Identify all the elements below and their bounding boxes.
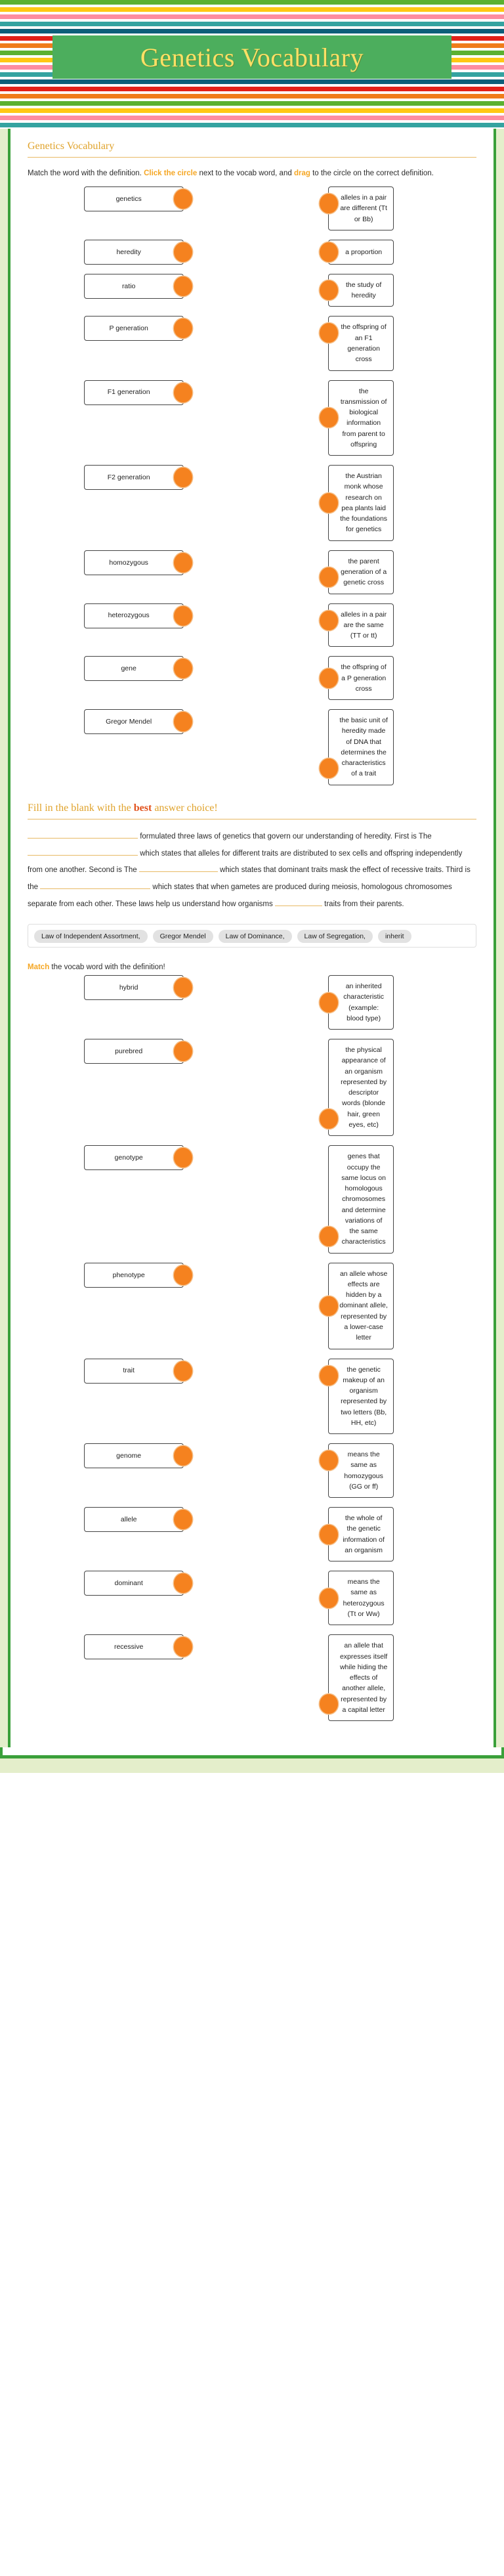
definition-card[interactable]	[328, 1634, 394, 1721]
vocab-term-card[interactable]	[84, 1507, 184, 1532]
definition-card[interactable]	[328, 603, 394, 647]
vocab-term-card[interactable]	[84, 1039, 184, 1064]
connector-dot-icon[interactable]	[174, 189, 192, 209]
worksheet-title: Genetics Vocabulary	[140, 42, 364, 72]
definition-label: the parent generation of a genetic cross	[341, 557, 387, 587]
match-definition-column	[243, 1443, 476, 1498]
connector-dot-icon[interactable]	[320, 408, 338, 427]
paragraph-text-1: formulated three laws of genetics that govern our understanding of heredity. First is The	[138, 832, 432, 840]
word-bank-chip[interactable]: Law of Independent Assortment,	[34, 930, 148, 943]
definition-label: the offspring of an F1 generation cross	[341, 323, 387, 364]
connector-dot-icon[interactable]	[174, 1265, 192, 1285]
connector-dot-icon[interactable]	[174, 659, 192, 678]
match-term-column	[28, 465, 243, 490]
word-bank-chip[interactable]: inherit	[378, 930, 411, 943]
definition-card[interactable]	[328, 1145, 394, 1253]
match-definition-column	[243, 1359, 476, 1435]
match-term-column	[28, 603, 243, 628]
connector-dot-icon[interactable]	[174, 978, 192, 997]
definition-label: the Austrian monk whose research on pea plants laid the foundations for genetics	[340, 472, 388, 534]
paragraph-text-3: which states that dominant traits mask the effect of recessive traits. Third is the	[28, 866, 471, 892]
connector-dot-icon[interactable]	[320, 1694, 338, 1714]
vocab-term-label: allele	[120, 1516, 137, 1524]
paragraph-text-4: which states that when gametes are produced during meiosis, homologous chromosomes separate from each other. These laws help us understand how organisms	[28, 883, 452, 909]
definition-card[interactable]	[328, 1359, 394, 1435]
match-row	[28, 656, 476, 700]
vocab-term-card[interactable]	[84, 975, 184, 1000]
match-definition-column	[243, 186, 476, 230]
match-term-column	[28, 1145, 243, 1170]
instructions-text-3: to the circle on the correct definition.	[310, 169, 434, 177]
definition-card[interactable]	[328, 274, 394, 307]
paragraph-text-5: traits from their parents.	[322, 900, 404, 909]
sheet-footer	[0, 1747, 504, 1755]
definition-label: the genetic makeup of an organism represented by two letters (Bb, HH, etc)	[341, 1365, 387, 1427]
match-row	[28, 975, 476, 1030]
connector-dot-icon[interactable]	[174, 606, 192, 626]
word-bank-chip[interactable]: Law of Segregation,	[297, 930, 373, 943]
definition-label: genes that occupy the same locus on homologous chromosomes and determine variations of the same characteristics	[341, 1152, 386, 1246]
match-definition-column	[243, 1571, 476, 1625]
connector-dot-icon[interactable]	[320, 1366, 338, 1386]
vocab-term-label: homozygous	[109, 558, 148, 567]
connector-dot-icon[interactable]	[320, 1451, 338, 1470]
definition-card[interactable]	[328, 240, 394, 265]
match-definition-column	[243, 975, 476, 1030]
vocab-term-label: ratio	[121, 282, 136, 290]
vocab-term-card[interactable]	[84, 186, 184, 211]
match-term-column	[28, 380, 243, 405]
section3-heading-highlight: Match	[28, 963, 50, 972]
bottom-padding	[0, 1758, 504, 1773]
match-row	[28, 1443, 476, 1498]
decorative-banner	[0, 0, 504, 129]
match-term-column	[28, 274, 243, 299]
word-bank-chip[interactable]: Law of Dominance,	[219, 930, 292, 943]
match-row	[28, 465, 476, 541]
connector-dot-icon[interactable]	[174, 242, 192, 262]
vocab-term-card[interactable]	[84, 1571, 184, 1596]
match-definition-column	[243, 1145, 476, 1253]
connector-dot-icon[interactable]	[174, 553, 192, 573]
match-row	[28, 603, 476, 647]
connector-dot-icon[interactable]	[320, 280, 338, 300]
section2-heading-highlight: best	[133, 802, 152, 814]
definition-card[interactable]	[328, 709, 394, 785]
connector-dot-icon[interactable]	[174, 1041, 192, 1061]
instructions-text-2: next to the vocab word, and	[197, 169, 294, 177]
vocab-term-card[interactable]	[84, 274, 184, 299]
match-term-column	[28, 1263, 243, 1288]
fill-in-blank-paragraph	[28, 829, 476, 913]
match-row	[28, 1039, 476, 1136]
connector-dot-icon[interactable]	[320, 611, 338, 630]
section1-heading: Genetics Vocabulary	[28, 141, 115, 152]
connector-dot-icon[interactable]	[320, 1296, 338, 1316]
definition-label: alleles in a pair are the same (TT or tt)	[341, 610, 387, 640]
section2-heading-before: Fill in the blank with the	[28, 802, 134, 814]
match-row	[28, 1359, 476, 1435]
vocab-term-label: F2 generation	[107, 473, 150, 481]
page-background	[0, 129, 504, 1747]
match-term-column	[28, 316, 243, 341]
word-bank-chip[interactable]: Gregor Mendel	[153, 930, 213, 943]
definition-label: an allele that expresses itself while hiding the effects of another allele, represented by a capital letter	[339, 1642, 388, 1714]
vocab-term-label: phenotype	[112, 1271, 145, 1279]
connector-dot-icon[interactable]	[174, 1510, 192, 1529]
definition-card[interactable]	[328, 550, 394, 594]
match-row	[28, 550, 476, 594]
match-term-column	[28, 1507, 243, 1532]
match-row	[28, 380, 476, 456]
match-definition-column	[243, 603, 476, 647]
definition-card[interactable]	[328, 1571, 394, 1625]
vocab-term-label: purebred	[115, 1047, 143, 1055]
vocab-term-card[interactable]	[84, 1263, 184, 1288]
match-definition-column	[243, 709, 476, 785]
section1-instructions	[28, 167, 476, 180]
match-row	[28, 709, 476, 785]
match-definition-column	[243, 316, 476, 370]
definition-card[interactable]	[328, 656, 394, 700]
vocab-term-label: heredity	[116, 248, 141, 256]
instructions-highlight-drag: drag	[293, 169, 310, 177]
section2-heading-after: answer choice!	[152, 802, 218, 814]
vocab-term-card[interactable]	[84, 1443, 184, 1468]
definition-card[interactable]	[328, 316, 394, 370]
connector-dot-icon[interactable]	[320, 567, 338, 587]
match-definition-column	[243, 1263, 476, 1349]
definition-card[interactable]	[328, 1507, 394, 1561]
definition-label: the study of heredity	[345, 280, 382, 300]
vocab-term-label: gene	[121, 665, 136, 673]
vocab-term-card[interactable]	[84, 1359, 184, 1384]
connector-dot-icon[interactable]	[174, 468, 192, 487]
definition-label: an inherited characteristic (example: blood type)	[343, 982, 385, 1022]
definition-card[interactable]	[328, 186, 394, 230]
match-definition-column	[243, 380, 476, 456]
connector-dot-icon[interactable]	[320, 323, 338, 343]
worksheet-sheet	[8, 129, 496, 1747]
connector-dot-icon[interactable]	[320, 194, 338, 213]
connector-dot-icon[interactable]	[320, 993, 338, 1013]
instructions-text-1: Match the word with the definition.	[28, 169, 142, 177]
definition-label: the transmission of biological information from parent to offspring	[340, 387, 387, 448]
match-term-column	[28, 1359, 243, 1384]
definition-card[interactable]	[328, 465, 394, 541]
blank-input-4[interactable]	[40, 879, 150, 889]
definition-card[interactable]	[328, 975, 394, 1030]
connector-dot-icon[interactable]	[174, 1361, 192, 1381]
blank-input-2[interactable]	[28, 846, 138, 856]
connector-dot-icon[interactable]	[174, 276, 192, 296]
vocab-term-label: recessive	[114, 1643, 144, 1651]
connector-dot-icon[interactable]	[174, 383, 192, 403]
connector-dot-icon[interactable]	[174, 1446, 192, 1466]
definition-card[interactable]	[328, 1263, 394, 1349]
connector-dot-icon[interactable]	[174, 1148, 192, 1168]
definition-label: the offspring of a P generation cross	[341, 663, 387, 693]
vocab-term-card[interactable]	[84, 240, 184, 265]
definition-label: an allele whose effects are hidden by a dominant allele, represented by a lower-case letter	[339, 1269, 388, 1342]
match-term-column	[28, 975, 243, 1000]
match-term-column	[28, 1039, 243, 1064]
blank-input-3[interactable]	[139, 862, 218, 872]
section-fill-in-the-blank	[28, 802, 476, 948]
definition-label: the basic unit of heredity made of DNA that determines the characteristics of a trait	[339, 716, 388, 778]
blank-input-5[interactable]	[275, 896, 322, 906]
vocab-term-card[interactable]	[84, 465, 184, 490]
section2-heading	[28, 802, 476, 819]
connector-dot-icon[interactable]	[174, 1637, 192, 1657]
vocab-term-label: hybrid	[119, 983, 138, 992]
match-term-column	[28, 709, 243, 734]
connector-dot-icon[interactable]	[320, 1588, 338, 1608]
match-term-column	[28, 1634, 243, 1659]
match-term-column	[28, 186, 243, 211]
match-term-column	[28, 1571, 243, 1596]
vocab-term-card[interactable]	[84, 1145, 184, 1170]
match-row	[28, 1507, 476, 1561]
match-definition-column	[243, 1507, 476, 1561]
match-row	[28, 316, 476, 370]
match-row	[28, 1571, 476, 1625]
connector-dot-icon[interactable]	[320, 1227, 338, 1246]
vocab-term-label: dominant	[114, 1579, 143, 1588]
connector-dot-icon[interactable]	[320, 1525, 338, 1544]
paragraph-text-2: which states that alleles for different traits are distributed to sex cells and offspring independently from one another. Second is The	[28, 849, 463, 875]
match-term-column	[28, 656, 243, 681]
match-row	[28, 1634, 476, 1721]
vocab-term-label: P generation	[109, 324, 148, 333]
section3-heading	[28, 963, 476, 971]
connector-dot-icon[interactable]	[320, 758, 338, 778]
definition-card[interactable]	[328, 1039, 394, 1136]
vocab-term-card[interactable]	[84, 1634, 184, 1659]
match-row	[28, 186, 476, 230]
definition-label: the whole of the genetic information of an organism	[343, 1514, 385, 1554]
section-genetics-vocabulary	[28, 141, 476, 785]
definition-label: means the same as homozygous (GG or ff)	[344, 1451, 383, 1491]
match-term-column	[28, 240, 243, 265]
definition-card[interactable]	[328, 380, 394, 456]
match-definition-column	[243, 1039, 476, 1136]
vocab-term-label: heterozygous	[108, 611, 150, 620]
connector-dot-icon[interactable]	[174, 712, 192, 731]
definition-label: a proportion	[345, 248, 383, 256]
section1-divider	[28, 157, 476, 158]
match-row	[28, 1145, 476, 1253]
instructions-highlight-click: Click the circle	[144, 169, 198, 177]
blank-input-1[interactable]	[28, 829, 138, 839]
match-definition-column	[243, 274, 476, 307]
vocab-term-label: Gregor Mendel	[106, 717, 152, 726]
connector-dot-icon[interactable]	[174, 1573, 192, 1593]
connector-dot-icon[interactable]	[320, 242, 338, 262]
match-row	[28, 240, 476, 265]
vocab-term-label: trait	[123, 1366, 135, 1375]
definition-label: alleles in a pair are different (Tt or Bb)	[340, 194, 387, 223]
match-row	[28, 1263, 476, 1349]
definition-label: means the same as heterozygous (Tt or Ww)	[343, 1578, 385, 1619]
matching-list-1	[28, 186, 476, 785]
vocab-term-card[interactable]	[84, 380, 184, 405]
connector-dot-icon[interactable]	[320, 668, 338, 688]
vocab-term-label: genome	[116, 1451, 142, 1460]
match-term-column	[28, 1443, 243, 1468]
section3-heading-rest: the vocab word with the definition!	[49, 963, 165, 972]
vocab-term-card[interactable]	[84, 603, 184, 628]
vocab-term-label: genetics	[116, 194, 142, 203]
connector-dot-icon[interactable]	[174, 318, 192, 338]
vocab-term-card[interactable]	[84, 316, 184, 341]
connector-dot-icon[interactable]	[320, 493, 338, 513]
matching-list-2	[28, 975, 476, 1721]
match-definition-column	[243, 240, 476, 265]
vocab-term-card[interactable]	[84, 709, 184, 734]
definition-card[interactable]	[328, 1443, 394, 1498]
vocab-term-label: genotype	[114, 1154, 143, 1162]
connector-dot-icon[interactable]	[320, 1109, 338, 1129]
match-definition-column	[243, 550, 476, 594]
match-term-column	[28, 550, 243, 575]
vocab-term-card[interactable]	[84, 656, 184, 681]
match-definition-column	[243, 465, 476, 541]
vocab-term-label: F1 generation	[107, 388, 150, 397]
match-row	[28, 274, 476, 307]
match-definition-column	[243, 1634, 476, 1721]
vocab-term-card[interactable]	[84, 550, 184, 575]
section-match-vocab	[28, 963, 476, 1721]
banner-plate	[52, 35, 452, 79]
definition-label: the physical appearance of an organism represented by descriptor words (blonde hair, green eyes, etc)	[341, 1046, 387, 1129]
match-definition-column	[243, 656, 476, 700]
word-bank	[28, 924, 476, 948]
